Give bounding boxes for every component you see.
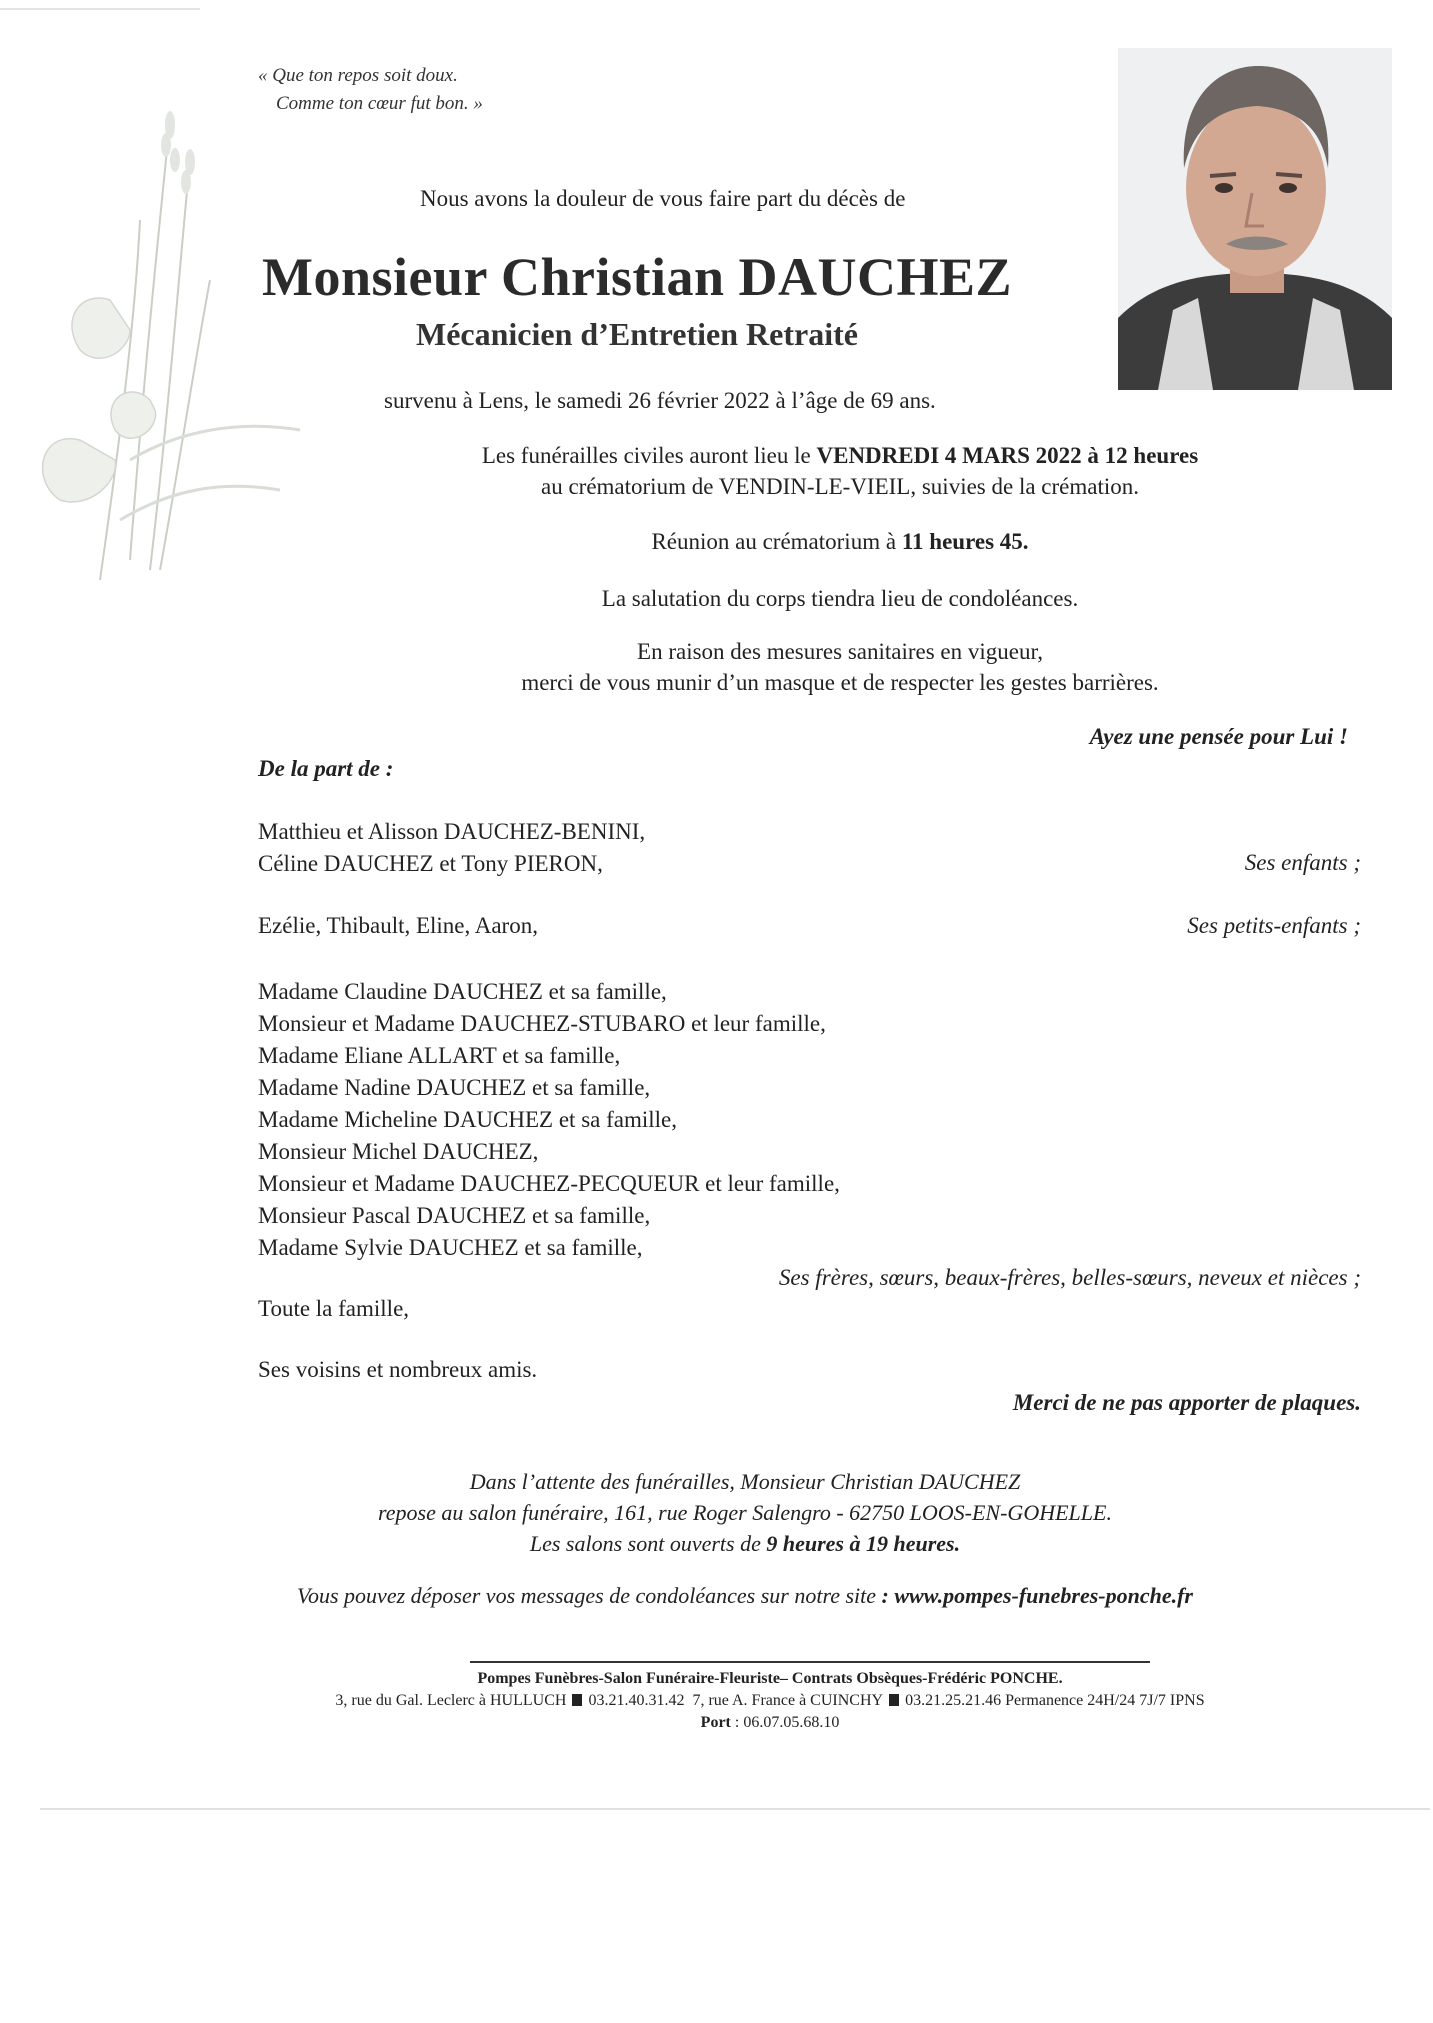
- address-hulluch: 3, rue du Gal. Leclerc à HULLUCH: [335, 1692, 567, 1709]
- epigraph: [258, 62, 483, 118]
- portrait-photo: [1118, 48, 1392, 390]
- from-label: De la part de :: [258, 756, 394, 781]
- children-list: [258, 816, 645, 880]
- salon-hours: 9 heures à 19 heures.: [766, 1531, 961, 1556]
- resting-info: [160, 1466, 1330, 1559]
- address-cuinchy: 7, rue A. France à CUINCHY: [692, 1692, 884, 1709]
- sibling-8: Monsieur Pascal DAUCHEZ et sa famille,: [258, 1203, 651, 1228]
- condolences-info: [160, 1580, 1330, 1611]
- epigraph-line-2: Comme ton cœur fut bon. »: [276, 93, 483, 114]
- sibling-7: Monsieur et Madame DAUCHEZ-PECQUEUR et leur famille,: [258, 1171, 840, 1196]
- port-label: Port: [700, 1714, 731, 1731]
- sibling-6: Monsieur Michel DAUCHEZ,: [258, 1139, 539, 1164]
- grandchildren-list: Ezélie, Thibault, Eline, Aaron,: [258, 913, 538, 938]
- scan-edge-top: [0, 8, 200, 10]
- company-info: [200, 1668, 1340, 1734]
- company-name: Pompes Funèbres-Salon Funéraire-Fleuriste– Contrats Obsèques-Frédéric PONCHE.: [477, 1670, 1063, 1687]
- company-addresses: [200, 1690, 1340, 1712]
- scan-edge-bottom: [40, 1808, 1430, 1810]
- sibling-1: Madame Claudine DAUCHEZ et sa famille,: [258, 979, 667, 1004]
- grandchildren-label: Ses petits-enfants ;: [1187, 913, 1361, 938]
- child-1: Matthieu et Alisson DAUCHEZ-BENINI,: [258, 819, 646, 844]
- funeral-line-1: Les funérailles civiles auront lieu le: [481, 443, 817, 468]
- siblings-label: Ses frères, sœurs, beaux-frères, belles-sœurs, neveux et nièces ;: [778, 1265, 1361, 1290]
- meeting-text: Réunion au crématorium à: [651, 529, 902, 554]
- sibling-2: Monsieur et Madame DAUCHEZ-STUBARO et leur famille,: [258, 1011, 826, 1036]
- salon-hours-text: Les salons sont ouverts de: [529, 1531, 767, 1556]
- whole-family: Toute la famille,: [258, 1296, 410, 1321]
- no-plaques-notice: Merci de ne pas apporter de plaques.: [1012, 1390, 1361, 1415]
- intro-text: Nous avons la douleur de vous faire part du décès de: [420, 186, 906, 211]
- epigraph-line-1: « Que ton repos soit doux.: [258, 65, 458, 86]
- siblings-list: [258, 976, 840, 1264]
- meeting-hour: 11 heures 45.: [901, 529, 1029, 554]
- sanitary-line-1: En raison des mesures sanitaires en vigueur,: [637, 639, 1043, 664]
- meeting-time: [340, 526, 1340, 557]
- phone-icon: [889, 1694, 899, 1706]
- sibling-9: Madame Sylvie DAUCHEZ et sa famille,: [258, 1235, 643, 1260]
- sibling-3: Madame Eliane ALLART et sa famille,: [258, 1043, 621, 1068]
- funeral-details: [340, 440, 1340, 502]
- death-details: survenu à Lens, le samedi 26 février 2022 à l’âge de 69 ans.: [384, 388, 936, 413]
- port-value: : 06.07.05.68.10: [730, 1714, 840, 1731]
- children-label: Ses enfants ;: [1244, 850, 1361, 875]
- deceased-name: Monsieur Christian DAUCHEZ: [262, 247, 1013, 307]
- neighbors-friends: Ses voisins et nombreux amis.: [258, 1357, 538, 1382]
- salutation-text: La salutation du corps tiendra lieu de condoléances.: [601, 586, 1079, 611]
- thought-text: Ayez une pensée pour Lui !: [1089, 724, 1348, 749]
- deceased-profession: Mécanicien d’Entretien Retraité: [416, 316, 858, 352]
- sanitary-line-2: merci de vous munir d’un masque et de respecter les gestes barrières.: [521, 670, 1159, 695]
- phone-hulluch: 03.21.40.31.42: [588, 1692, 685, 1709]
- resting-line-2: repose au salon funéraire, 161, rue Roger Salengro - 62750 LOOS-EN-GOHELLE.: [378, 1500, 1112, 1525]
- mobile-number: [200, 1712, 1340, 1734]
- condolences-website-link[interactable]: : www.pompes-funebres-ponche.fr: [881, 1583, 1193, 1608]
- funeral-date-time: VENDREDI 4 MARS 2022 à 12 heures: [816, 443, 1199, 468]
- condolences-text: Vous pouvez déposer vos messages de condoléances sur notre site: [297, 1583, 882, 1608]
- sibling-5: Madame Micheline DAUCHEZ et sa famille,: [258, 1107, 677, 1132]
- phone-cuinchy: 03.21.25.21.46 Permanence 24H/24 7J/7 IPNS: [905, 1692, 1205, 1709]
- sibling-4: Madame Nadine DAUCHEZ et sa famille,: [258, 1075, 651, 1100]
- sanitary-notice: [340, 636, 1340, 698]
- child-2: Céline DAUCHEZ et Tony PIERON,: [258, 851, 603, 876]
- phone-icon: [572, 1694, 582, 1706]
- resting-line-1: Dans l’attente des funérailles, Monsieur Christian DAUCHEZ: [469, 1469, 1021, 1494]
- footer-separator: [470, 1661, 1150, 1663]
- lily-wheat-illustration: [20, 100, 320, 600]
- funeral-line-2: au crématorium de VENDIN-LE-VIEIL, suivies de la crémation.: [541, 474, 1139, 499]
